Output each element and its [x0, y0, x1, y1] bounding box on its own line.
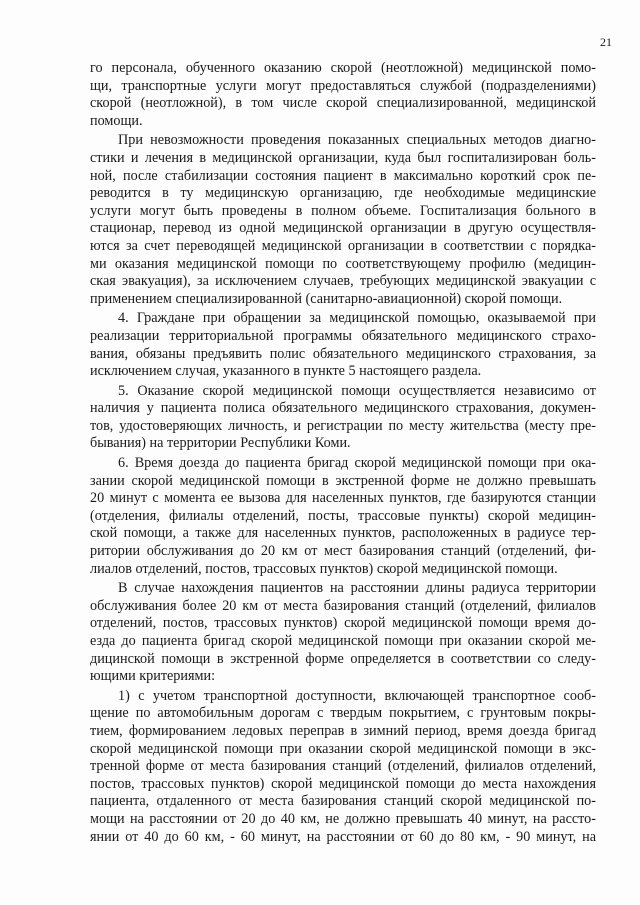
text-line: 20 минут с момента ее вызова для населенных пунктов, где базируются станции [90, 490, 596, 507]
text-line: услуги могут быть проведены в полном объеме. Госпитализация больного в [90, 202, 596, 219]
text-line: ской помощи, а также для населенных пунктов, расположенных в радиусе тер- [90, 525, 596, 542]
text-line: При невозможности проведения показанных специальных методов диагно- [118, 132, 596, 149]
paragraph [90, 580, 596, 686]
text-line: стики и лечения в медицинской организации, куда был госпитализирован боль- [90, 149, 596, 166]
text-line: 6. Время доезда до пациента бригад скорой медицинской помощи при ока- [118, 455, 596, 472]
text-line: В случае нахождения пациентов на расстоянии длины радиуса территории [118, 580, 596, 597]
text-line: помощи. [90, 112, 143, 129]
text-line: щение по автомобильным дорогам с твердым покрытием, с грунтовым покры- [90, 705, 596, 722]
text-line: тием, формированием ледовых переправ в зимний период, время доезда бригад [90, 722, 596, 739]
text-line: 5. Оказание скорой медицинской помощи осуществляется независимо от [118, 382, 596, 399]
text-line: 1) с учетом транспортной доступности, включающей транспортное сооб- [118, 687, 596, 704]
text-line: реализации территориальной программы обязательного медицинского страхо- [90, 327, 596, 344]
text-line: обслуживания более 20 км от места базирования станций (отделений, филиалов [90, 597, 596, 614]
text-line: ются за счет переводящей медицинской организации в соответствии с порядка- [90, 237, 596, 254]
text-line: реводится в ту медицинскую организацию, где необходимые медицинские [90, 185, 596, 202]
text-line: ритории обслуживания до 20 км от мест базирования станций (отделений, фи- [90, 543, 596, 560]
text-line: тренной форме от места базирования станций (отделений, филиалов отделений, [90, 758, 596, 775]
text-line: отделений, постов, трассовых пунктов) скорой медицинской помощи время до- [90, 615, 596, 632]
text-line: го персонала, обученного оказанию скорой (неотложной) медицинской помо- [90, 60, 596, 76]
text-line: ми оказания медицинской помощи по соответствующему профилю (медицин- [90, 255, 596, 272]
text-line: езда до пациента бригад скорой медицинской помощи при оказании скорой ме- [90, 633, 596, 649]
text-line: щи, транспортные услуги могут предоставляться службой (подразделениями) [90, 77, 596, 94]
paragraph [90, 455, 596, 578]
text-line: ская эвакуация), за исключением случаев, требующих медицинской эвакуации с [90, 273, 596, 290]
text-line: мощи на расстоянии от 20 до 40 км, не должно превышать 40 минут, на рассто- [90, 810, 596, 827]
text-line: вания, обязаны предъявить полис обязательного медицинского страхования, за [90, 345, 596, 362]
text-line: ющими критериями: [90, 668, 216, 685]
body-text [90, 60, 596, 846]
text-line: пациента, отдаленного от места базирования станций скорой медицинской по- [90, 793, 596, 810]
text-line: исключением случая, указанного в пункте 5 настоящего раздела. [90, 363, 482, 380]
text-line: скорой (неотложной), в том числе скорой специализированной, медицинской [90, 95, 596, 112]
paragraph [90, 132, 596, 308]
paragraph [90, 60, 596, 130]
text-line: стационар, перевод из одной медицинской организации в другую осуществля- [90, 220, 596, 237]
text-line: бывания) на территории Республики Коми. [90, 435, 351, 452]
text-line: лиалов отделений, постов, трассовых пунктов) скорой медицинской помощи. [90, 560, 558, 577]
page-number: 21 [600, 35, 612, 49]
text-line: постов, трассовых пунктов) скорой медицинской помощи до места нахождения [90, 775, 596, 792]
text-line: скорой медицинской помощи при оказании скорой медицинской помощи в экс- [90, 740, 596, 757]
text-line: 4. Граждане при обращении за медицинской помощью, оказываемой при [118, 310, 596, 327]
text-line: дицинской помощи в экстренной форме определяется в соответствии со следу- [90, 650, 596, 667]
paragraph [90, 383, 596, 453]
paragraph [90, 310, 596, 380]
text-line: (отделения, филиалы отделений, посты, трассовые пункты) скорой медицин- [90, 507, 596, 524]
text-line: тов, удостоверяющих личность, и регистрации по месту жительства (месту пре- [90, 417, 596, 434]
text-line: применением специализированной (санитарно-авиационной) скорой помощи. [90, 290, 563, 307]
text-line: янии от 40 до 60 км, - 60 минут, на расстоянии от 60 до 80 км, - 90 минут, на [90, 828, 596, 845]
text-line: зании скорой медицинской помощи в экстренной форме не должно превышать [90, 472, 596, 489]
text-line: наличия у пациента полиса обязательного медицинского страхования, докумен- [90, 400, 596, 417]
paragraph [90, 688, 596, 846]
text-line: ной, после стабилизации состояния пациент в максимально короткий срок пе- [90, 167, 596, 184]
